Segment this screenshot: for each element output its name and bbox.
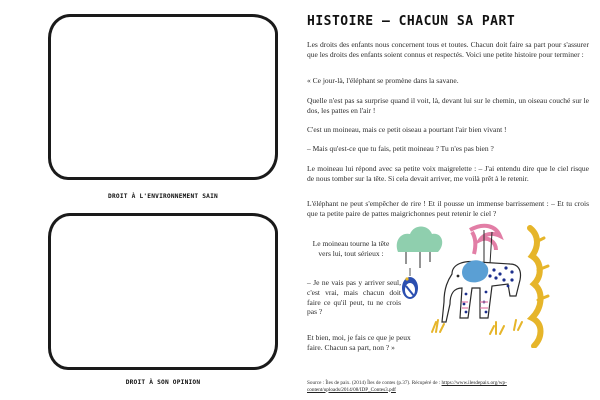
caption-environment-right: DROIT À L'ENVIRONNEMENT SAIN bbox=[108, 193, 218, 200]
story-paragraph-3: C'est un moineau, mais ce petit oiseau a pourtant l'air bien vivant ! bbox=[307, 125, 507, 134]
story-paragraph-9: Et bien, moi, je fais ce que je peux faire. Chacun sa part, non ? » bbox=[307, 333, 411, 352]
source-text: Source : Îles de paix. (2014) Îles de contes (p.37). Récupéré de : bbox=[307, 380, 442, 386]
yellow-plant-icon bbox=[530, 228, 548, 346]
pink-palm-icon bbox=[470, 226, 500, 264]
source-link[interactable]: https://www.ilesdepaix.org/wp-content/uploads/2014/08/IDP_Contes3.pdf bbox=[307, 380, 507, 393]
story-paragraph-1: « Ce jour-là, l'éléphant se promène dans la savane. bbox=[307, 76, 459, 85]
tree-icon bbox=[397, 227, 443, 300]
source-citation bbox=[307, 380, 592, 393]
elephant-sparrow-illustration bbox=[392, 222, 556, 348]
story-title: HISTOIRE – CHACUN SA PART bbox=[307, 14, 516, 29]
elephant-icon bbox=[442, 260, 521, 322]
story-intro: Les droits des enfants nous concernent tous et toutes. Chacun doit faire sa part pour s'assurer que les droits des enfants soient connus et respectés. Voici une petite histoire pour terminer : bbox=[307, 40, 589, 59]
story-paragraph-5: Le moineau lui répond avec sa petite voix maigrelette : – J'ai entendu dire que le ciel risque de nous tomber sur la tête. Si cela devait arriver, me voilà prêt à le retenir. bbox=[307, 164, 589, 183]
caption-opinion-right: DROIT À SON OPINION bbox=[125, 379, 201, 386]
drawing-frame-opinion bbox=[48, 213, 278, 370]
story-paragraph-8: – Je ne vais pas y arriver seul, c'est vrai, mais chacun doit faire ce qu'il peut, tu ne crois pas ? bbox=[307, 278, 401, 317]
story-paragraph-6: L'éléphant ne peut s'empêcher de rire ! Et il pousse un immense barrissement : – Et tu crois que ta petite paire de pattes maigrichonnes peut retenir le ciel ? bbox=[307, 199, 589, 218]
story-paragraph-2: Quelle n'est pas sa surprise quand il voit, là, devant lui sur le chemin, un oiseau couché sur le dos, les pattes en l'air ! bbox=[307, 96, 589, 115]
drawing-frame-environment bbox=[48, 14, 278, 180]
story-paragraph-4: – Mais qu'est-ce que tu fais, petit moineau ? Tu n'es pas bien ? bbox=[307, 144, 494, 153]
story-paragraph-7: Le moineau tourne la tête vers lui, tout sérieux : bbox=[312, 239, 390, 258]
